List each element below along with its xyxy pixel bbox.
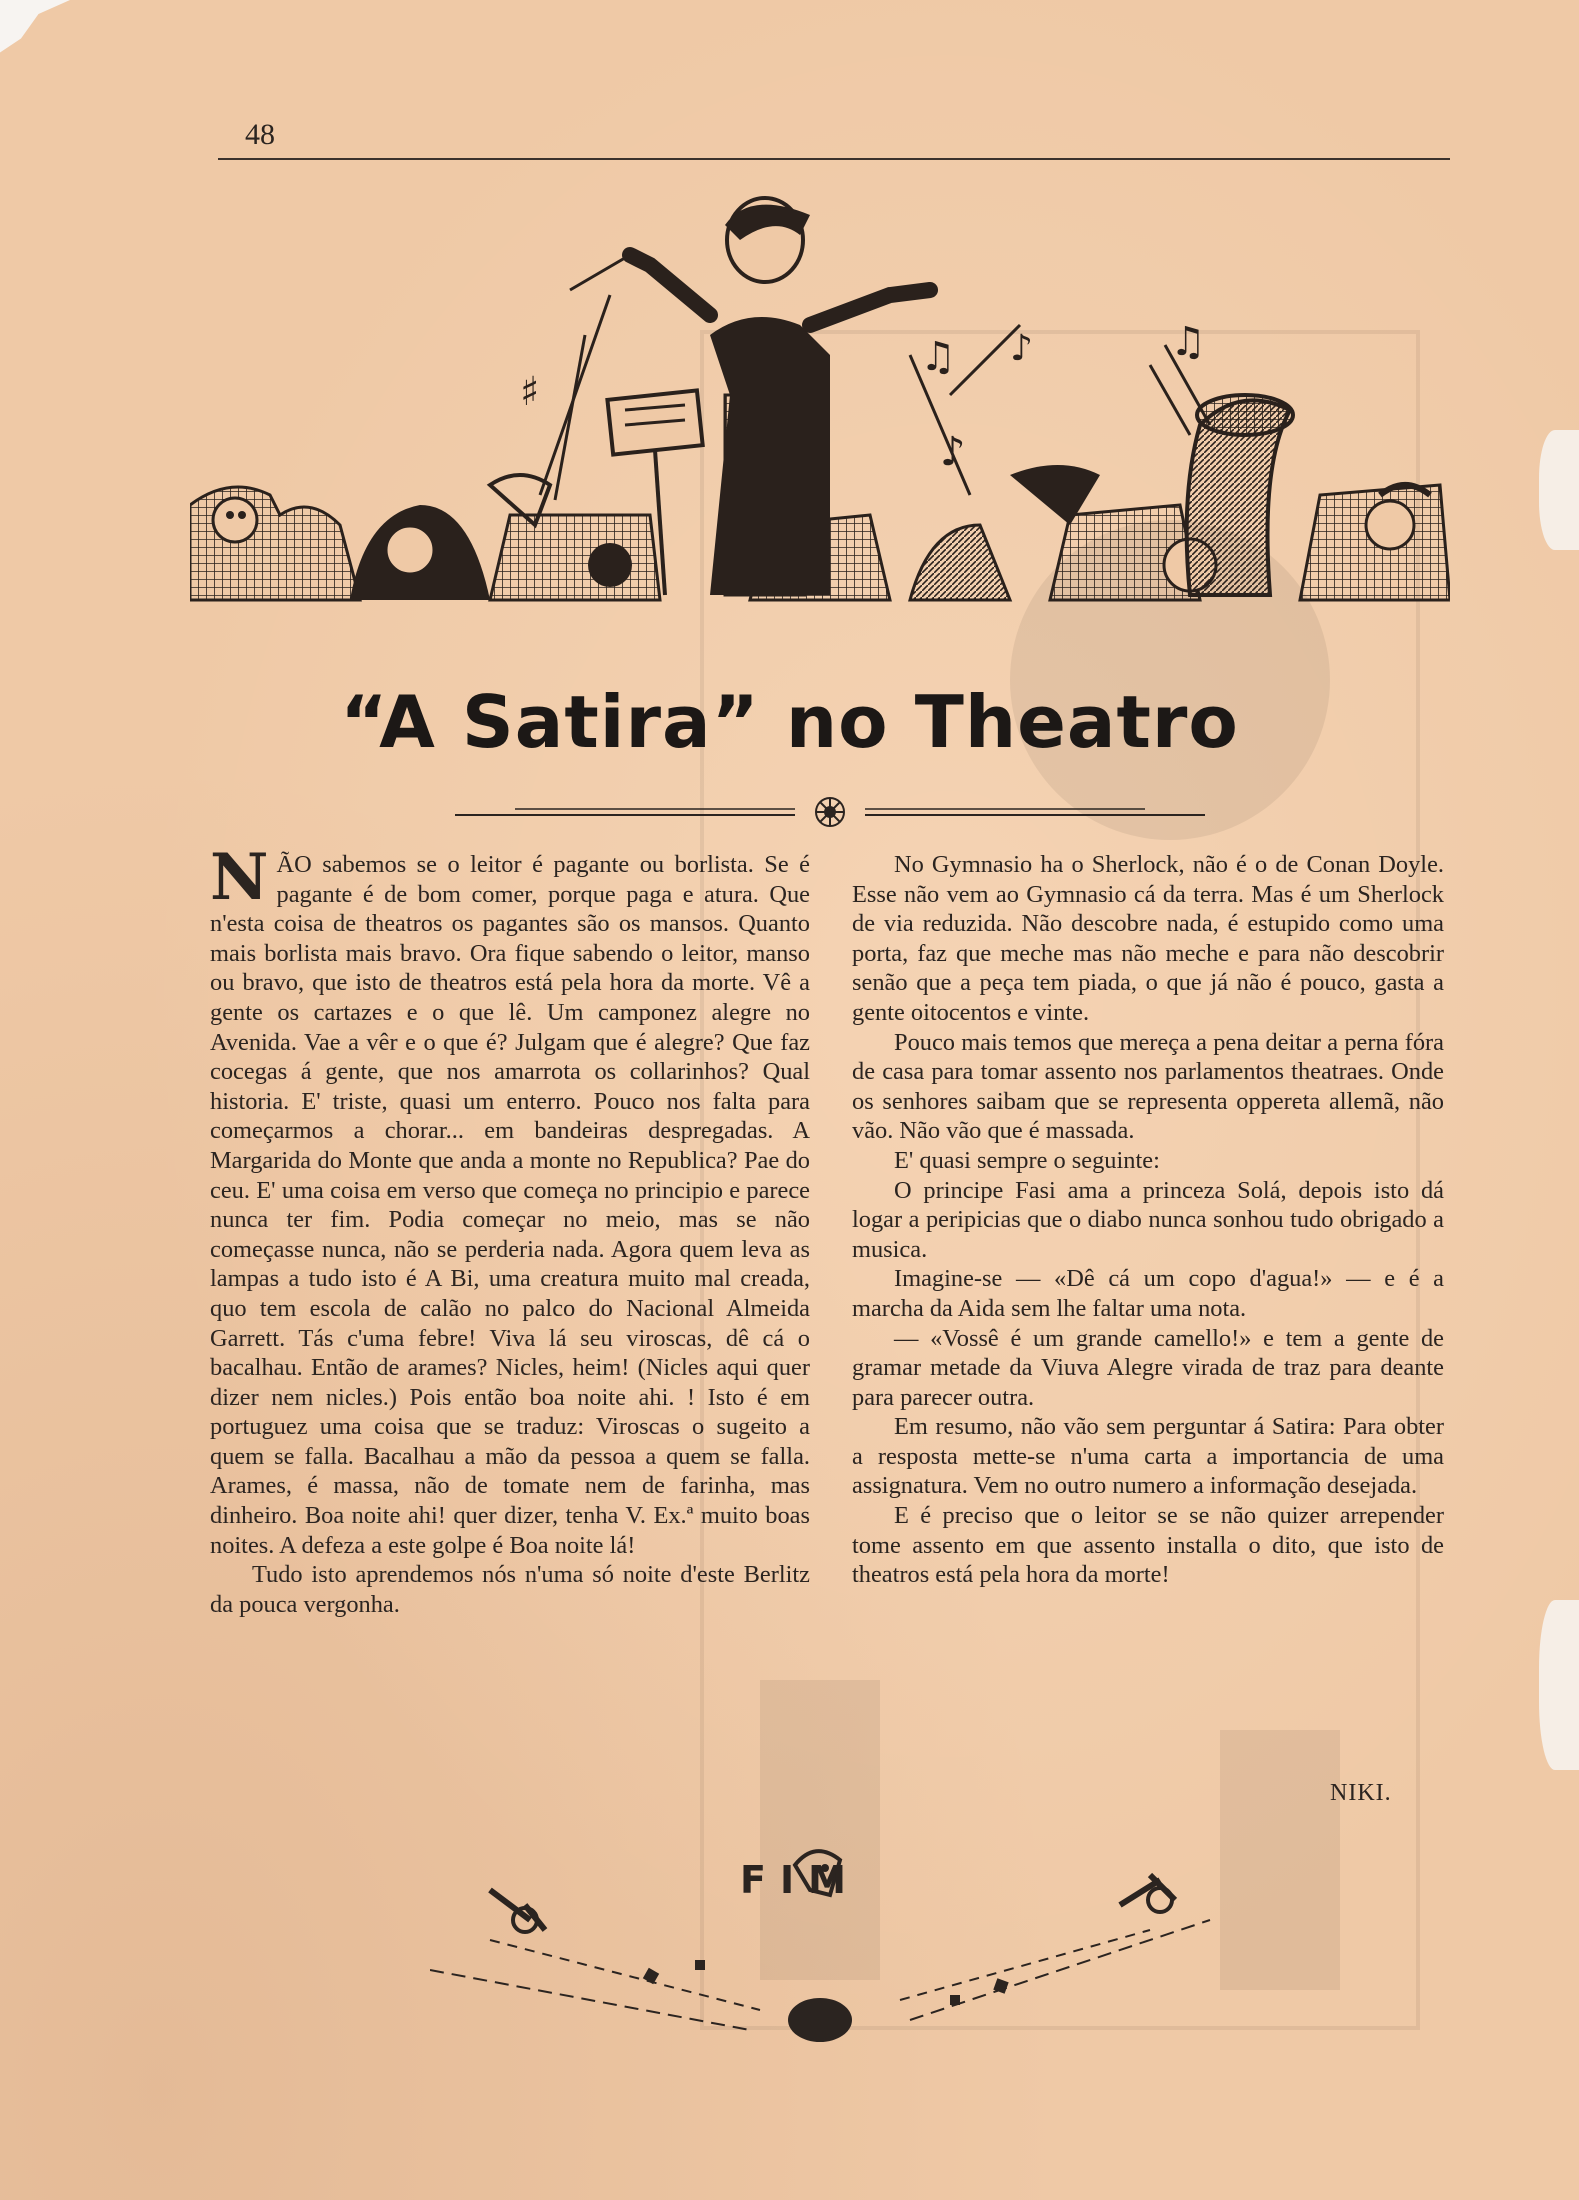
paragraph: E' quasi sempre o seguinte:: [894, 1146, 1160, 1174]
article-title: “A Satira” no Theatro: [340, 680, 1239, 764]
drop-cap: N: [210, 840, 269, 915]
article-right-column: [852, 850, 1444, 1590]
header-rule: [218, 158, 1450, 160]
paragraph: O principe Fasi ama a princeza Solá, depois isto dá logar a peripicias que o diabo nunca sonhou tudo obrigado a musica.: [852, 1176, 1444, 1263]
orchestra-illustration: [190, 195, 1450, 615]
edge-damage: [1539, 1600, 1579, 1770]
torn-corner: [0, 0, 70, 70]
paragraph-text: ÃO sabemos se o leitor é pagante ou borlista. Se é pagante é de bom comer, porque paga e atura. Que n'esta coisa de theatros os pagantes são os mansos. Quanto mais borlista mais bravo. Ora fique sabendo o leitor, manso ou bravo, que isto de theatros está pela hora da morte. Vê a gente os cartazes e o que lê. Um camponez alegre no Avenida. Vae a vêr e o que é? Julgam que é alegre? Que faz cocegas á gente, que nos amarrota os collarinhos? Qual historia. E' triste, quasi um enterro. Pouco nos falta para começarmos a chorar... em bandeiras despregadas. A Margarida do Monte que anda a monte no Republica? Pae do ceu. E' uma coisa em verso que começa no principio e parece nunca ter fim. Podia começar no meio, mas se não começasse nunca, não se perderia nada. Agora quem leva as lampas a tudo isto é A Bi, uma creatura muito mal creada, quo tem escola de calão no palco do Nacional Almeida Garrett. Tás c'uma febre! Viva lá seu viroscas, dê cá o bacalhau. Então de arames? Nicles, heim! (Nicles aqui quer dizer nem nicles.) Pois então boa noite ahi. ! Isto é em portuguez uma coisa que se traduz: Viroscas o sugeito a quem se falla. Bacalhau a mão da pessoa a quem se falla. Arames, é massa, não de tomate nem de farinha, mas dinheiro. Boa noite ahi! quer dizer, tenha V. Ex.ª muito boas noites. A defeza a este golpe é Boa noite lá!: [210, 851, 810, 1559]
edge-damage: [1539, 430, 1579, 550]
paragraph: E é preciso que o leitor se se não quizer arrepender tome assento em que assento installa o dito, que isto de theatros está pela hora da morte!: [852, 1502, 1444, 1589]
author-signature: NIKI.: [1330, 1780, 1392, 1806]
paragraph: No Gymnasio ha o Sherlock, não é o de Conan Doyle. Esse não vem ao Gymnasio cá da terra. Mas é um Sherlock de via reduzida. Não descobre nada, é estupido como uma porta, faz que meche mas não meche e para não descobrir senão que a peça tem piada, o que já não é pouco, gasta a gente oitocentos e vinte.: [852, 851, 1444, 1026]
paragraph: [210, 840, 810, 1560]
fim-label: FIM: [740, 1858, 860, 1902]
svg-text:♫: ♫: [920, 334, 956, 380]
svg-text:♯: ♯: [520, 369, 540, 415]
fim-end-illustration: [430, 1820, 1230, 2050]
svg-text:♪: ♪: [940, 429, 966, 475]
page-number: 48: [245, 118, 275, 151]
title-ornament-divider: [455, 793, 1205, 833]
svg-text:♫: ♫: [1170, 319, 1206, 365]
paragraph: Tudo isto aprendemos nós n'uma só noite d'este Berlitz da pouca vergonha.: [210, 1561, 810, 1618]
paragraph: Em resumo, não vão sem perguntar á Satira: Para obter a resposta mette-se n'uma carta a importancia de uma assignatura. Vem no outro numero a informação desejada.: [852, 1413, 1444, 1500]
paragraph: Imagine-se — «Dê cá um copo d'agua!» — e é a marcha da Aida sem lhe faltar uma nota.: [852, 1265, 1444, 1322]
paragraph: — «Vossê é um grande camello!» e tem a gente de gramar metade da Viuva Alegre virada de traz para deante para parecer outra.: [852, 1324, 1444, 1411]
svg-text:♪: ♪: [1010, 328, 1033, 369]
paragraph: Pouco mais temos que mereça a pena deitar a perna fóra de casa para tomar assento nos parlamentos theatraes. Onde os senhores saibam que se representa oppereta allemã, não vão. Não vão que é massada.: [852, 1028, 1444, 1145]
article-left-column: [210, 840, 810, 1619]
